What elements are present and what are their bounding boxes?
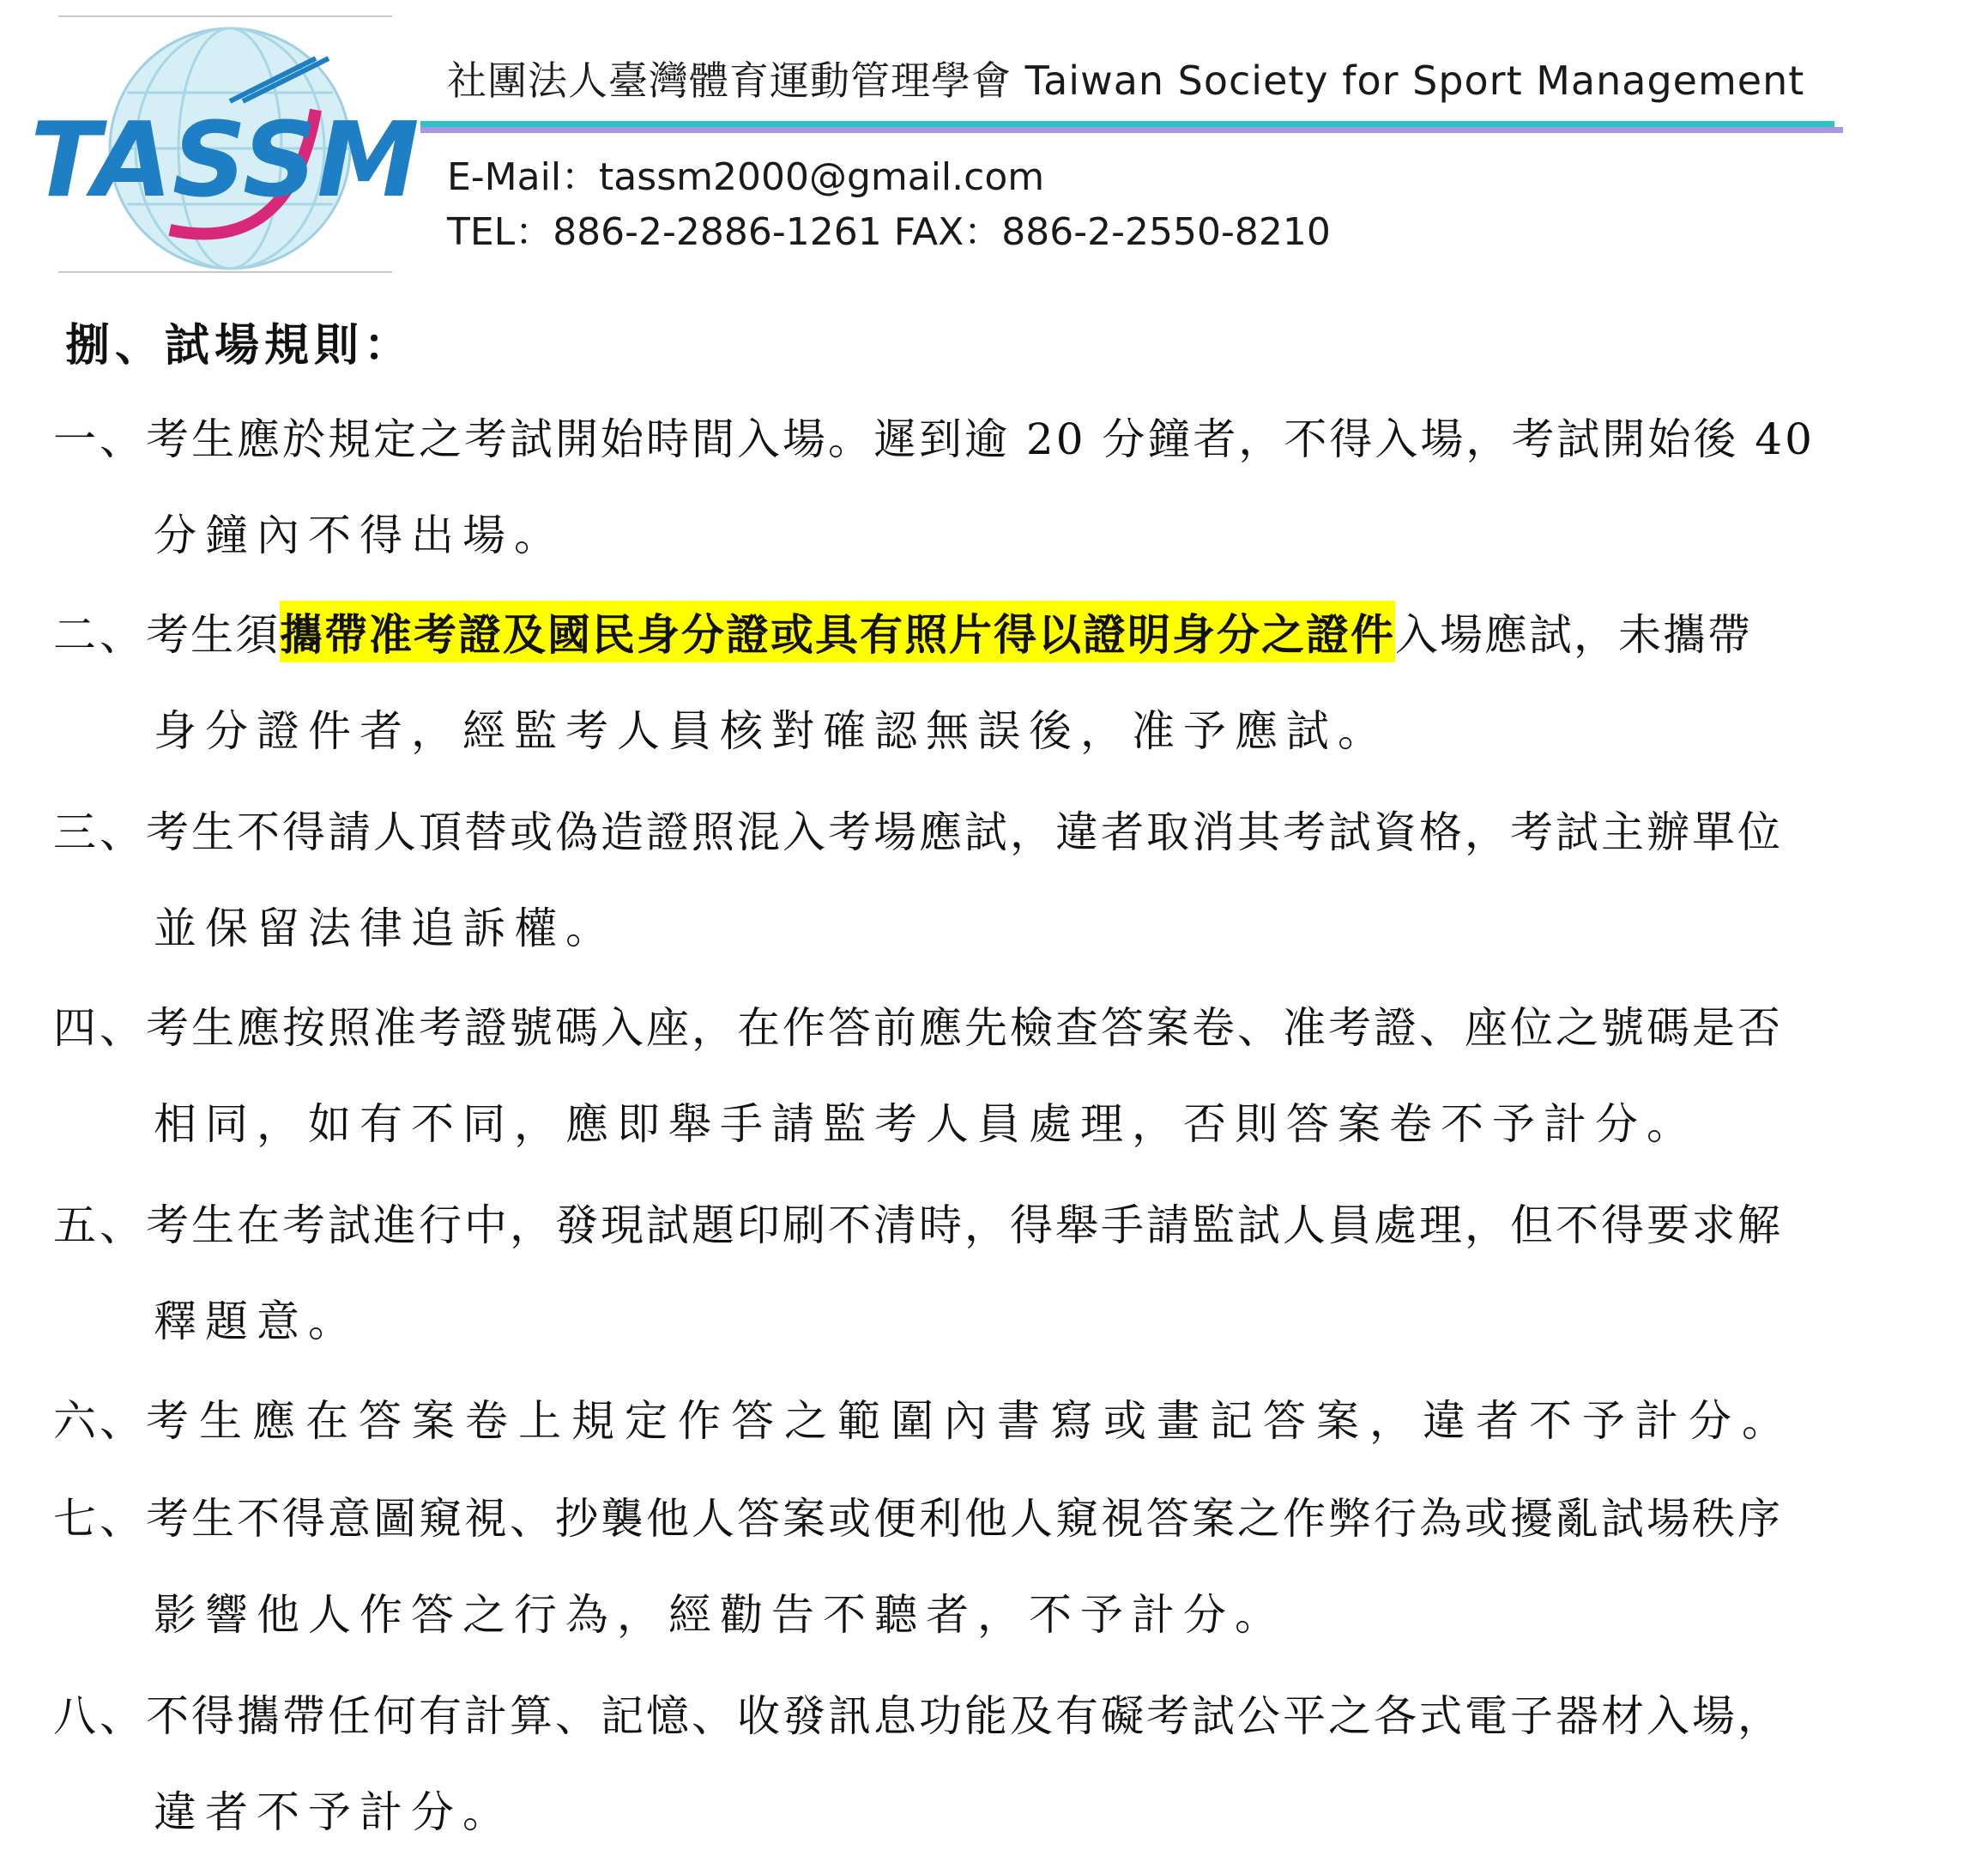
rule-number: 一、 xyxy=(53,414,146,464)
rule-line-1 xyxy=(53,601,1941,662)
rule-line-2: 並保留法律追訴權。 xyxy=(154,904,617,953)
rule-text: 不得攜帶任何有計算、記憶、收發訊息功能及有礙考試公平之各式電子器材入場， xyxy=(146,1691,1783,1741)
globe-logo-icon xyxy=(30,15,420,273)
rule-text: 考生應按照准考證號碼入座，在作答前應先檢查答案卷、准考證、座位之號碼是否 xyxy=(146,1003,1783,1053)
rule-line-1 xyxy=(53,1484,1941,1546)
rule-line-2: 相同，如有不同，應即舉手請監考人員處理，否則答案卷不予計分。 xyxy=(154,1099,1698,1149)
org-title: 社團法人臺灣體育運動管理學會 Taiwan Society for Sport Management xyxy=(447,57,1805,104)
header-divider-lavender xyxy=(420,127,1843,133)
rule-text: 考生在考試進行中，發現試題印刷不清時，得舉手請監試人員處理，但不得要求解 xyxy=(146,1200,1783,1250)
rule-number: 二、 xyxy=(53,610,146,660)
rule-line-2: 釋題意。 xyxy=(154,1297,360,1346)
rule-line-1 xyxy=(53,1387,1941,1448)
rule-number: 五、 xyxy=(53,1200,146,1250)
rule-text-pre: 考生須 xyxy=(146,610,280,660)
rule-text: 考生應於規定之考試開始時間入場。遲到逾 20 分鐘者，不得入場，考試開始後 40 xyxy=(146,414,1815,464)
contact-tel-fax: TEL：886-2-2886-1261 FAX：886-2-2550-8210 xyxy=(447,210,1331,254)
rule-text: 考生應在答案卷上規定作答之範圍內書寫或畫記答案，違者不予計分。 xyxy=(146,1396,1795,1446)
rule-line-1 xyxy=(53,405,1941,467)
rule-number: 八、 xyxy=(53,1691,146,1741)
logo-bottom-rule xyxy=(58,271,392,273)
rule-text xyxy=(146,601,1941,662)
rule-line-2: 身分證件者，經監考人員核對確認無誤後，准予應試。 xyxy=(154,706,1389,756)
rule-line-2: 影響他人作答之行為，經勸告不聽者，不予計分。 xyxy=(154,1590,1286,1640)
contact-email: E-Mail：tassm2000@gmail.com xyxy=(447,155,1045,199)
rule-number: 七、 xyxy=(53,1494,146,1544)
rule-line-1 xyxy=(53,1191,1941,1253)
rule-text-post: 入場應試，未攜帶 xyxy=(1395,610,1752,660)
rule-text: 考生不得請人頂替或偽造證照混入考場應試，違者取消其考試資格，考試主辦單位 xyxy=(146,807,1783,857)
rule-line-1 xyxy=(53,798,1941,860)
logo-text: TASSM xyxy=(30,101,420,221)
rule-number: 四、 xyxy=(53,1003,146,1053)
section-heading: 捌、試場規則： xyxy=(65,319,414,372)
rule-number: 三、 xyxy=(53,807,146,857)
header-divider-teal xyxy=(420,121,1834,127)
rule-line-2: 違者不予計分。 xyxy=(154,1787,514,1837)
rule-text: 考生不得意圖窺視、抄襲他人答案或便利他人窺視答案之作弊行為或擾亂試場秩序 xyxy=(146,1494,1783,1544)
rule-number: 六、 xyxy=(53,1396,146,1446)
rule-line-1 xyxy=(53,994,1941,1055)
rule-line-2: 分鐘內不得出場。 xyxy=(154,511,565,560)
rule-line-1 xyxy=(53,1682,1941,1744)
highlighted-requirement: 攜帶准考證及國民身分證或具有照片得以證明身分之證件 xyxy=(280,601,1395,662)
